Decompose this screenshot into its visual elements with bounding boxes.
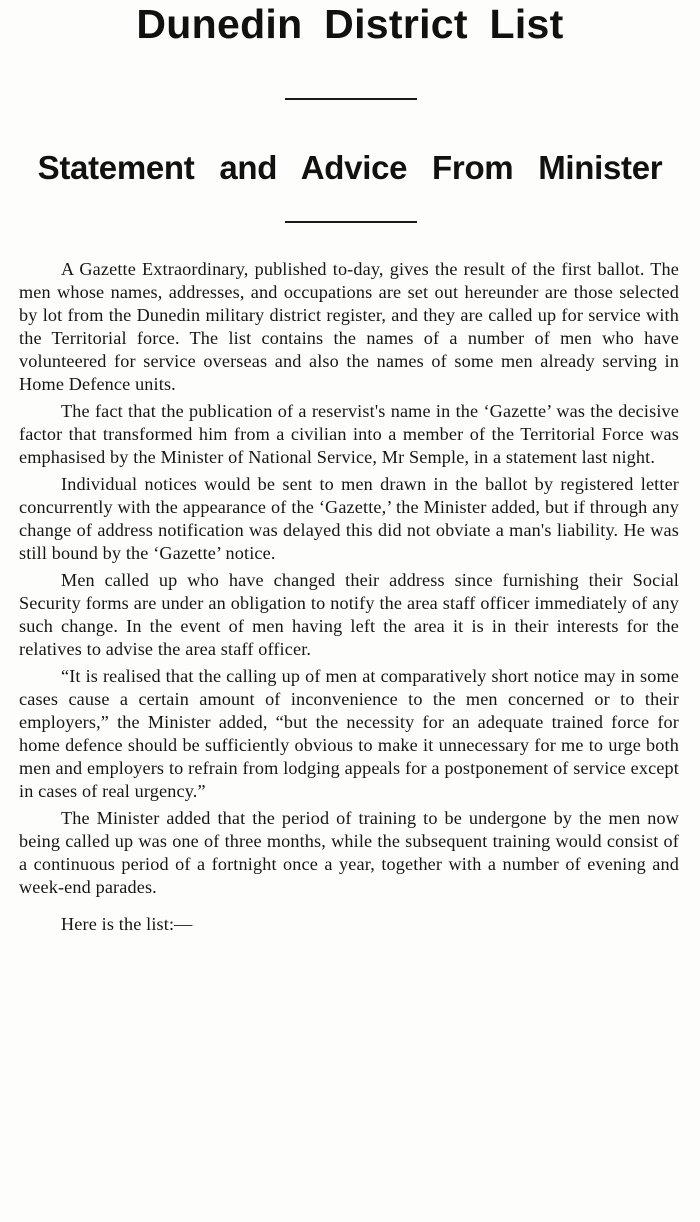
closing-line: Here is the list:— xyxy=(61,914,193,934)
article-body xyxy=(19,258,679,940)
article-paragraph: A Gazette Extraordinary, published to-day, gives the result of the first ballot. The men whose names, addresses, and occupations are set out hereunder are those selected by lot from the Dunedin military district register, and they are called up for service with the Territorial force. The list contains the names of a number of men who have volunteered for service overseas and also the names of some men already serving in Home Defence units. xyxy=(19,259,679,394)
article-paragraph: The Minister added that the period of training to be undergone by the men now being called up was one of three months, while the subsequent training would consist of a continuous period of a fortnight once a year, together with a number of evening and week-end parades. xyxy=(19,808,679,897)
article-paragraph: Men called up who have changed their address since furnishing their Social Security forms are under an obligation to notify the area staff officer immediately of any such change. In the event of men having left the area it is in their interests for the relatives to advise the area staff officer. xyxy=(19,570,679,659)
article-paragraph: Individual notices would be sent to men drawn in the ballot by registered letter concurrently with the appearance of the ‘Gazette,’ the Minister added, but if through any change of address notification was delayed this did not obviate a man's liability. He was still bound by the ‘Gazette’ notice. xyxy=(19,474,679,563)
headline-divider xyxy=(285,98,417,100)
subheadline-divider xyxy=(285,221,417,223)
article-paragraph: “It is realised that the calling up of men at comparatively short notice may in some cases cause a certain amount of inconvenience to the men concerned or to their employers,” the Minister added, “but the necessity for an adequate trained force for home defence should be sufficiently obvious to make it unnecessary for me to urge both men and employers to refrain from lodging appeals for a postponement of service except in cases of real urgency.” xyxy=(19,666,679,801)
subheadline: Statement and Advice From Minister xyxy=(37,149,663,186)
article-paragraph: The fact that the publication of a reservist's name in the ‘Gazette’ was the decisive factor that transformed him from a civilian into a member of the Territorial Force was emphasised by the Minister of National Service, Mr Semple, in a statement last night. xyxy=(19,401,679,467)
headline: Dunedin District List xyxy=(136,1,564,47)
